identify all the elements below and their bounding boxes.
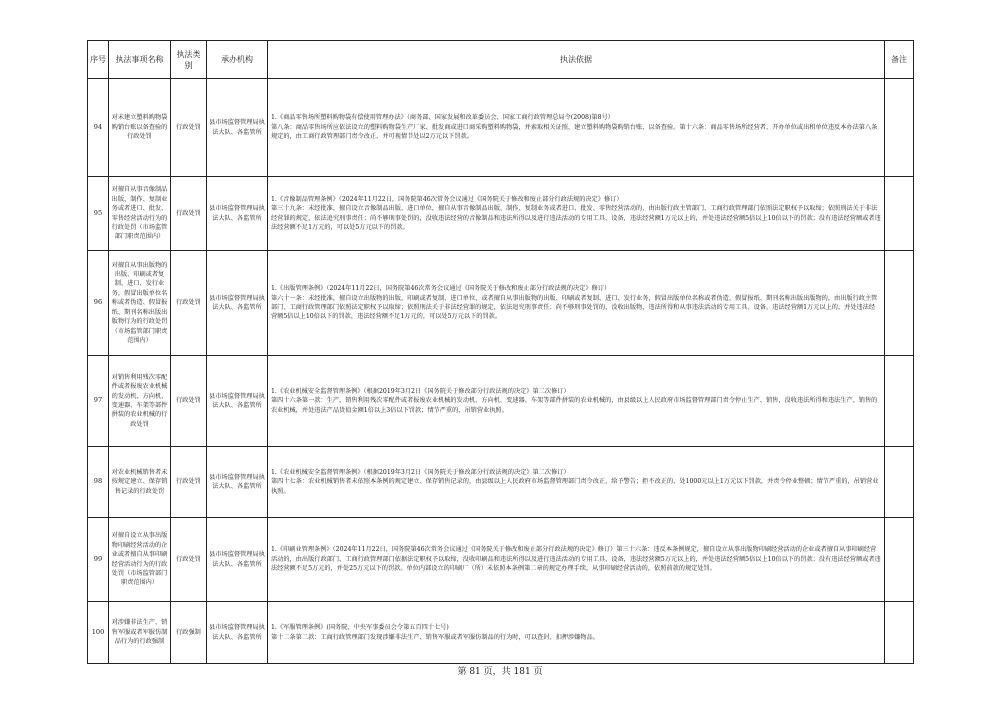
header-basis: 执法依据 [268, 41, 885, 79]
row-category: 行政强制 [171, 602, 207, 664]
row-agency: 县市场监督管理局执法大队、各监管所 [207, 177, 268, 251]
header-name: 执法事项名称 [109, 41, 171, 79]
row-remark [885, 177, 914, 251]
row-no: 97 [88, 356, 109, 447]
row-no: 96 [88, 251, 109, 356]
row-remark [885, 447, 914, 518]
row-agency: 县市场监督管理局执法大队、各监管所 [207, 356, 268, 447]
row-no: 95 [88, 177, 109, 251]
header-category: 执法类别 [171, 41, 207, 79]
row-name: 对涉嫌非法生产、销售军服或者军服仿制品行为的行政强制 [109, 602, 171, 664]
table-row [88, 447, 914, 518]
row-agency: 县市场监督管理局执法大队、各监管所 [207, 447, 268, 518]
row-remark [885, 356, 914, 447]
row-basis: 1.《农业机械安全监督管理条例》（根据2019年3月2日《国务院关于修改部分行政法规的决定》第二次修订） 第四十七条：农业机械销售者未依照本条例的规定建立、保存销售记录的，由县级以上人民政府市场监督管理部门责令改正，给予警告；拒不改正的，处1000元以上1万元以下罚款，并责令停业整顿；情节严重的，吊销营业执照。 [268, 447, 885, 518]
table-row [88, 602, 914, 664]
row-basis: 1.《农业机械安全监督管理条例》（根据2019年3月2日《国务院关于修改部分行政法规的决定》第二次修订） 第四十六条第一款：生产、销售利用残次零配件或者报废农业机械的发动机、方向机、变速器、车架等部件拼装的农业机械的，由县级以上人民政府市场监督管理部门责令停止生产、销售，没收违法所得和违法生产、销售的农业机械，并处违法产品货值金额1倍以上3倍以下罚款；情节严重的，吊销营业执照。 [268, 356, 885, 447]
row-basis: 1.《商品零售场所塑料购物袋有偿使用管理办法》（商务部、国家发展和改革委员会、国家工商行政管理总局令(2008)第8号） 第八条：商品零售场所应依法设立的塑料购物袋生产厂家、批发商或进口商采购塑料购物袋，并索取相关证照，建立塑料购物袋购销台账，以备查验。第十六条：商品零售场所经营者、开办单位或出租单位违反本办法第八条规定的，由工商行政管理部门责令改正，并可视情节处以2万元以下罚款。 [268, 79, 885, 177]
row-basis: 1.《音像制品管理条例》（2024年11月22日，国务院第46次常务会议通过《国务院关于修改和废止部分行政法规的决定》修订） 第三十九条：未经批准，擅自设立音像制品出版、进口单位，擅自从事音像制品出版、制作、复制业务或者进口、批发、零售经营活动的，由出版行政主管部门、工商行政管理部门依照法定职权予以取缔；依照刑法关于非法经营罪的规定，依法追究刑事责任；尚不够刑事处罚的，没收违法经营的音像制品和违法所得以及进行违法活动的专用工具、设备，违法经营额1万元以上的，并处违法经营额5倍以上10倍以下的罚款；没有违法经营额或者违法经营额不足1万元的，可以处5万元以下的罚款。 [268, 177, 885, 251]
row-basis: 1.《印刷业管理条例》（2024年11月22日，国务院第46次常务会议通过《国务院关于修改和废止部分行政法规的决定》修订）第三十六条：违反本条例规定，擅自设立从事出版物印刷经营活动的企业或者擅自从事印刷经营活动的，由出版行政部门、工商行政管理部门依据法定职权予以取缔，没收印刷品和违法所得以及进行违法活动的专用工具、设备，违法经营额5万元以上的，并处违法经营额5倍以上10倍以下的罚款；没有违法经营额或者违法经营额不足5万元的，并处25万元以下的罚款。单位内部设立的印刷厂（所）未依照本条例第二章的规定办理手续，从事印刷经营活动的，依照前款的规定处罚。 [268, 518, 885, 602]
row-no: 98 [88, 447, 109, 518]
page-number: 第 81 页，共 181 页 [457, 667, 543, 677]
table-row [88, 251, 914, 356]
table-row [88, 79, 914, 177]
header-remark: 备注 [885, 41, 914, 79]
row-basis: 1.《军服管理条例》(国务院、中央军事委员会令第五百四十七号) 第十二条第二款：工商行政管理部门发现涉嫌非法生产、销售军服或者军服仿制品的行为时，可以查封、扣押涉嫌物品。 [268, 602, 885, 664]
row-category: 行政处罚 [171, 518, 207, 602]
row-category: 行政处罚 [171, 79, 207, 177]
row-name: 对农业机械销售者未按规定建立、保存销售记录的行政处罚 [109, 447, 171, 518]
row-agency: 县市场监督管理局执法大队、各监管所 [207, 518, 268, 602]
row-name: 对未建立塑料购物袋购销台账以备查验的行政处罚 [109, 79, 171, 177]
row-remark [885, 518, 914, 602]
header-no: 序号 [88, 41, 109, 79]
table-row [88, 356, 914, 447]
row-agency: 县市场监督管理局执法大队、各监管所 [207, 602, 268, 664]
row-name: 对擅自从事出版物的出版、印刷或者复制、进口、发行业务，假冒出版单位名称或者伪造、假冒报纸、期刊名称出版出版物行为的行政处罚（市场监管部门职责范围内） [109, 251, 171, 356]
row-no: 99 [88, 518, 109, 602]
row-no: 100 [88, 602, 109, 664]
row-agency: 县市场监督管理局执法大队、各监管所 [207, 251, 268, 356]
row-remark [885, 602, 914, 664]
row-basis: 1.《出版管理条例》（2024年11月22日，国务院第46次常务会议通过《国务院关于修改和废止部分行政法规的决定》修订） 第六十一条：未经批准，擅自设立出版物的出版、印刷或者复制、进口单位，或者擅自从事出版物的出版、印刷或者复制、进口、发行业务，假冒出版单位名称或者伪造、假冒报纸、期刊名称出版出版物的，由出版行政主管部门、工商行政管理部门依照法定职权予以取缔；依照刑法关于非法经营罪的规定，依法追究刑事责任；尚不够刑事处罚的，没收出版物、违法所得和从事违法活动的专用工具、设备，违法经营额1万元以上的，并处违法经营额5倍以上10倍以下的罚款，违法经营额不足1万元的，可以处5万元以下的罚款。 [268, 251, 885, 356]
row-remark [885, 79, 914, 177]
row-agency: 县市场监督管理局执法大队、各监管所 [207, 79, 268, 177]
row-name: 对擅自从事音像制品出版、制作、复制业务或者进口、批发、零售经营活动行为的行政处罚（市场监管部门职责范围内） [109, 177, 171, 251]
enforcement-table [87, 40, 914, 664]
row-category: 行政处罚 [171, 177, 207, 251]
row-category: 行政处罚 [171, 356, 207, 447]
row-name: 对擅自设立从事出版物印刷经营活动的企业或者擅自从事印刷经营活动行为的行政处罚（市场监管部门职责范围内） [109, 518, 171, 602]
table-header-row [88, 41, 914, 79]
table-row [88, 177, 914, 251]
row-category: 行政处罚 [171, 447, 207, 518]
row-no: 94 [88, 79, 109, 177]
row-category: 行政处罚 [171, 251, 207, 356]
header-agency: 承办机构 [207, 41, 268, 79]
row-remark [885, 251, 914, 356]
table-row [88, 518, 914, 602]
row-name: 对销售利用残次零配件或者报废农业机械的发动机、方向机、变速器、车架等部件拼装的农业机械的行政处罚 [109, 356, 171, 447]
